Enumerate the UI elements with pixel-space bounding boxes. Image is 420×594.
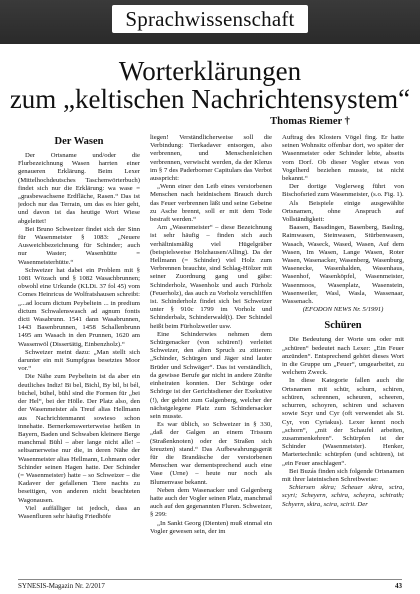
- author-byline: Thomas Riemer †: [270, 116, 350, 127]
- column-1: [18, 130, 140, 570]
- body-paragraph: Bei Buzás finden sich folgende Ortsnamen mit ihrer lateinischen Schreibweise:: [282, 467, 404, 483]
- body-paragraph: Am „Wasenmeister“ – diese Bezeichnung ist sehr häufig – finden sich auch verhältnismäßig viel Hügelgräber (beispielsweise Holzhausen/Alling). Da der Hellmann (= Schinder) viel Holz zum Verbrennen brauchte, sind Schlag-Hölzer mit seiner Zuordnung gang und gäbe: Schinderholz, Wasenholz und auch Fürholz (Feuerholz), das auch zu Vorholz verschliffen ist. Schinderholz findet sich bei Schweizer unter § 910c 1799 im Vorholz und Schinderbalz, Schinderwald(t). Der Schindel heißt beim Fürholzweiler usw.: [150, 224, 272, 330]
- body-paragraph: Der dortige Voglerweg führt von Bischofsried zum Wasenmeister, (s.o. Fig. 1).: [282, 183, 404, 199]
- body-paragraph: Die Bedeutung der Worte um oder mit „schüren“ bedeutet nach Lexer: „Ein Feuer anzünden“. Entsprechend gehört dieses Wort in die Gruppe um „Feuer“, umgearbeitet, zu welchem Zweck.: [282, 336, 404, 377]
- body-paragraph: Als Beispiele einige ausgewählte Ortsnamen, ohne Anspruch auf Vollständigkeit:: [282, 199, 404, 224]
- article-title: [0, 57, 420, 113]
- page-number: 43: [395, 582, 402, 590]
- body-paragraph: Schiersen skira; Scheuer skira, scira, scyri; Scheyern, schira, scheyra, schirath; Schyern, skira, scira, scirii. Der: [282, 484, 404, 508]
- source-citation: (EFODON NEWS Nr. 5/1991): [302, 306, 384, 314]
- body-paragraph: Es war üblich, so Schweizer in § 330, „daß der Galgen an einem Trissum (Straßenknoten) oder der Straßen sich kreuzten) stand.“ Das Aufbewahrungsgerät für die Brandäsche der verstorbenen Menschen war dementsprechend auch eine Vase (Urne) – heute nur noch als Blumenvase bekannt.: [150, 421, 272, 486]
- body-paragraph: Bei Bruno Schweizer findet sich der Sinn für Wasenmeister § 1083: „Neuere Ausweichbezeichnung für Schinder; auch nur Waster; Wasenhütte = Wasenmeisterhütte.“: [18, 225, 140, 266]
- header-band: [0, 0, 420, 44]
- section-title-box: [112, 5, 308, 33]
- body-paragraph: Schweizer meint dazu: „Man stellt sich darunter ein mit Sumpfgras besetztes Moor vor.“: [18, 348, 140, 373]
- page-footer: [0, 578, 420, 594]
- body-paragraph: Viel auffälliger ist jedoch, dass an Wasenfluren sehr häufig Friedhöfe: [18, 504, 140, 520]
- column-3: [282, 134, 404, 570]
- article-title-line-1: Worterklärungen: [118, 56, 302, 86]
- section-heading-wasen: Der Wasen: [54, 136, 104, 147]
- body-paragraph: Die Nähe zum Peybeltein ist da aber ein deutliches Indiz! Bi bel, Bichl, By bil, bi bél, büchel, bühel, bühl sind die Formen für „bei der Hel“, bei der Hölle. Der Platz also, den der Wasenmeister als Treuf alias Hellmann aus Nachrichtenmannt sowieso schon innehatte. Bernerkenswerterweise heißen in Bayern, Baden und Schwaben kleinere Berge manchmal Bühl – aber lange nicht alle! – seltsamerweise nur die, in deren Nähe der Wasenmeister alias Hellmann, Lohmann oder Schinder seinen Hagen hatte. Der Schinder (= Wasenmeister) hatte – so Schweizer – die Kadaver der gefallenen Tiere nachts zu beseitigen, von anderen nicht beachteten Wagonausen.: [18, 373, 140, 504]
- body-paragraph: Eine Schinderwies nehmen dem Schürgenacker (von schüren!) verleitet Schweizer, den alten Spruch zu zitieren: „Schinder, Schürgen und Jäger sind lauter Brüder und Schwäger“. Das ist verständlich, da gewisse Berufe gar nicht in andere Zünfte einheiraten konnten. Der Schürge oder Schörge ist der Gerichtsdiener der Exekutive (!), der gehört zum Galgenberg, welcher der nächstgelegene Platz zum Schindersacker sein musste.: [150, 330, 272, 420]
- section-title: Sprachwissenschaft: [125, 6, 295, 31]
- body-quote: „In Sankt Georg (Dienten) muß einmal ein Vogler gewesen sein, der im: [150, 519, 272, 535]
- place-name-list: Baasen, Basadingen, Basenberg, Basling, Raimwasen, Steinwasen, Stürbenwasen, Wasach, Waseck, Wased, Wasen, Auf dem Wasen, Im Wasen, Lange Wasen, Roter Wasen, Wasenacker, Wasenberg, Wasenburg, Wasenecke, Wasenhalden, Wasenhaus, Wasenhof, Wasenköpfel, Wasenmeister, Wasenmoos, Wasenplatz, Wasenstein, Wasenweiler, Wasl, Wasla, Wassenaar, Wassenach.: [282, 224, 404, 306]
- body-paragraph: liegen! Verständlicherweise soll die Verbindung: Tierkadaver entsorgen, also verbrennen, und Menschenleichen verbrennen, verwischt werden, da der Klerus im § 7 des Paderborner Capitulars das Verbot ausspricht:: [150, 134, 272, 183]
- body-paragraph: In diese Kategorie fallen auch die Ortsnamen mit schür, schurn, schiren, schüren, schrennen, scheuren, scheeren, schurren, schoyren, schiren und schaven sowie Scyr und Cyr (oft verwendet als St. Cyr, von Cyriakus). Lexer kennt noch „schorn“, „mit der Schaufel arbeiten, zusammenkehren“. Schürpfen ist der Schinder (Wasenmeister). Henker, Martertechnik: schürpfen (und schüren), ist „ein Feuer anschlagen“.: [282, 377, 404, 467]
- body-paragraph: Neben dem Wasenacker und Galgenberg hatte auch der Vogler seinen Platz, manchmal auch auf den gegenannten Fluren. Schweizer, § 299:: [150, 486, 272, 519]
- body-paragraph: Auftrag des Klosters Vögel fing. Er hatte seinen Wohnsitz offenbar dort, wo später der Wasenmeister oder Schinder lebte, abseits vom Dorf. Ob dieser Vogler etwas von Vogelherd beziehen musste, ist nicht bekannt.“: [282, 134, 404, 183]
- body-quote: „Wenn einer den Leib eines verstorbenen Menschen nach heidnischem Brauch durch das Feuer verbrennen läßt und seine Gebeine zu Asche brennt, soll er mit dem Tode bestraft werden.“: [150, 183, 272, 224]
- body-paragraph: Schweizer hat dabei ein Problem mit § 1081 Wözach und § 1082 Wasachbrunnen; obwohl eine Urkunde (KLDi. 37 fol 45) vom Comes Heinricus de Wolfratshausen schreibt: „...ad locum dictum Peybeltein ... in predium dictum Schwalenswasch ad agnum fontis dicti Wasabrunn. 1541 dann Wasabrunnen, 1443 Basenbrunnen, 1458 Schallenbrunn 1495 am Wasach in den Prunnen, 1620 am Wassenwöl (Dissertätig, Einbenzholz).“: [18, 266, 140, 348]
- column-2: [150, 134, 272, 570]
- article-title-line-2: zum „keltischen Nachrichtensystem“: [9, 84, 411, 114]
- section-heading-schueren: Schüren: [324, 320, 362, 332]
- body-paragraph: Der Ortsname und/oder die Flurbezeichnung Wasen harrten einer genaueren Erklärung. Beim Lexer (Mittelhochdeutsches Taschenwörterbuch) findet sich nur die Erklärung: wa wase = „grasbewachsene Erdfläche, Rasen.“ Das ist jedoch nur das Terrain, um das es hier geht, und davon ist das heutige Wort Wiese abgeleitet!: [18, 152, 140, 225]
- magazine-name: SYNESIS-Magazin Nr. 2/2017: [18, 582, 105, 590]
